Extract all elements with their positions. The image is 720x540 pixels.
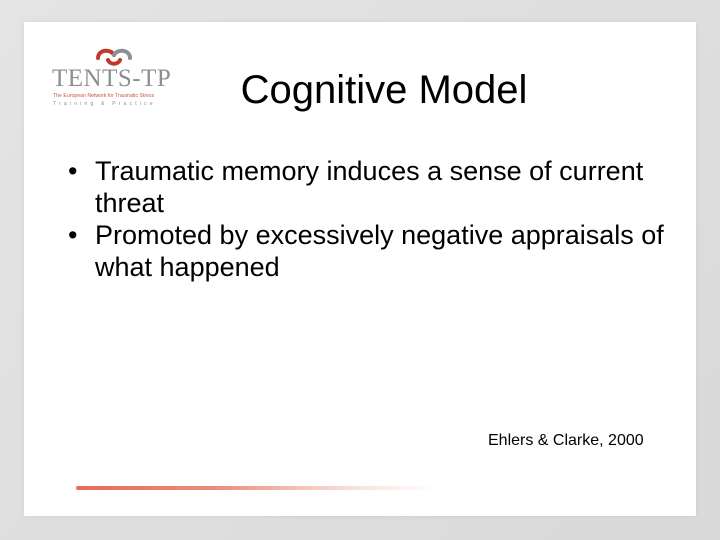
tents-tp-logo	[52, 46, 176, 108]
slide-title: Cognitive Model	[240, 68, 528, 112]
slide	[24, 22, 696, 516]
logo-tagline: Training & Practice	[53, 101, 156, 107]
footer-divider	[76, 486, 436, 490]
bullet-marker: •	[68, 220, 78, 250]
citation: Ehlers & Clarke, 2000	[488, 432, 644, 449]
bullet-marker: •	[68, 156, 78, 186]
logo-subtitle: The European Network for Traumatic Stress	[53, 93, 155, 99]
logo-name: TENTS-TP	[52, 65, 172, 92]
bullet-item	[68, 155, 668, 219]
bullet-text: Traumatic memory induces a sense of current threat	[95, 156, 644, 218]
bullet-item	[68, 219, 668, 283]
bullet-text: Promoted by excessively negative appraisals of what happened	[95, 220, 664, 282]
bullet-list	[68, 155, 668, 283]
